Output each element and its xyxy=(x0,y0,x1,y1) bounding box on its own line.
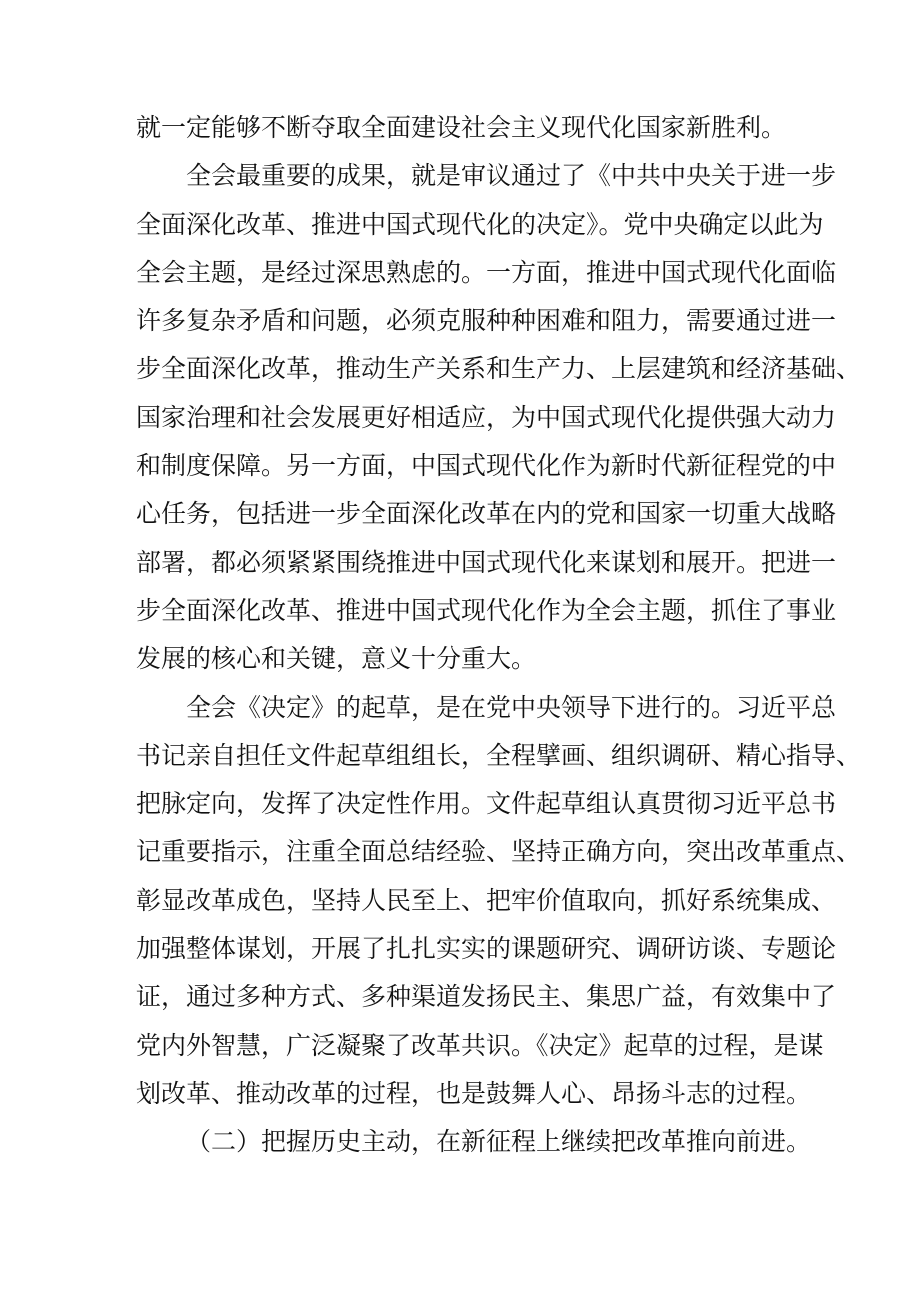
paragraph xyxy=(136,104,796,152)
text-line: （二）把握历史主动，在新征程上继续把改革推向前进。 xyxy=(186,1127,812,1157)
text-line: 就一定能够不断夺取全面建设社会主义现代化国家新胜利。 xyxy=(136,113,787,142)
text-line: 证，通过多种方式、多种渠道发扬民主、集思广益，有效集中了 xyxy=(136,982,837,1012)
text-line: 全会最重要的成果，就是审议通过了《中共中央关于进一步 xyxy=(186,161,837,191)
text-line: 发展的核心和关键，意义十分重大。 xyxy=(136,644,537,674)
text-line: 全会主题，是经过深思熟虑的。一方面，推进中国式现代化面临 xyxy=(136,257,837,287)
paragraph xyxy=(136,152,862,683)
paragraph xyxy=(136,684,862,1119)
paragraph xyxy=(136,1118,812,1166)
text-line: 许多复杂矛盾和问题，必须克服种种困难和阻力，需要通过进一 xyxy=(136,306,837,336)
text-line: 彰显改革成色，坚持人民至上、把牢价值取向，抓好系统集成、 xyxy=(136,885,837,915)
text-line: 全面深化改革、推进中国式现代化的决定》。党中央确定以此为 xyxy=(136,209,824,239)
text-line: 部署，都必须紧紧围绕推进中国式现代化来谋划和展开。把进一 xyxy=(136,547,837,577)
text-line: 记重要指示，注重全面总结经验、坚持正确方向，突出改革重点、 xyxy=(136,837,862,867)
text-line: 和制度保障。另一方面，中国式现代化作为新时代新征程党的中 xyxy=(136,451,837,481)
text-line: 书记亲自担任文件起草组组长，全程擘画、组织调研、精心指导、 xyxy=(136,740,862,770)
text-line: 党内外智慧，广泛凝聚了改革共识。《决定》起草的过程，是谋 xyxy=(136,1030,824,1060)
text-line: 加强整体谋划，开展了扎扎实实的课题研究、调研访谈、专题论 xyxy=(136,934,837,964)
text-line: 全会《决定》的起草，是在党中央领导下进行的。习近平总 xyxy=(186,692,837,722)
text-line: 把脉定向，发挥了决定性作用。文件起草组认真贯彻习近平总书 xyxy=(136,789,837,819)
text-line: 步全面深化改革，推动生产关系和生产力、上层建筑和经济基础、 xyxy=(136,354,862,384)
text-line: 步全面深化改革、推进中国式现代化作为全会主题，抓住了事业 xyxy=(136,595,837,625)
text-line: 划改革、推动改革的过程，也是鼓舞人心、昂扬斗志的过程。 xyxy=(136,1078,812,1108)
text-line: 心任务，包括进一步全面深化改革在内的党和国家一切重大战略 xyxy=(136,499,837,529)
body-text xyxy=(136,104,862,1167)
text-line: 国家治理和社会发展更好相适应，为中国式现代化提供强大动力 xyxy=(136,402,837,432)
